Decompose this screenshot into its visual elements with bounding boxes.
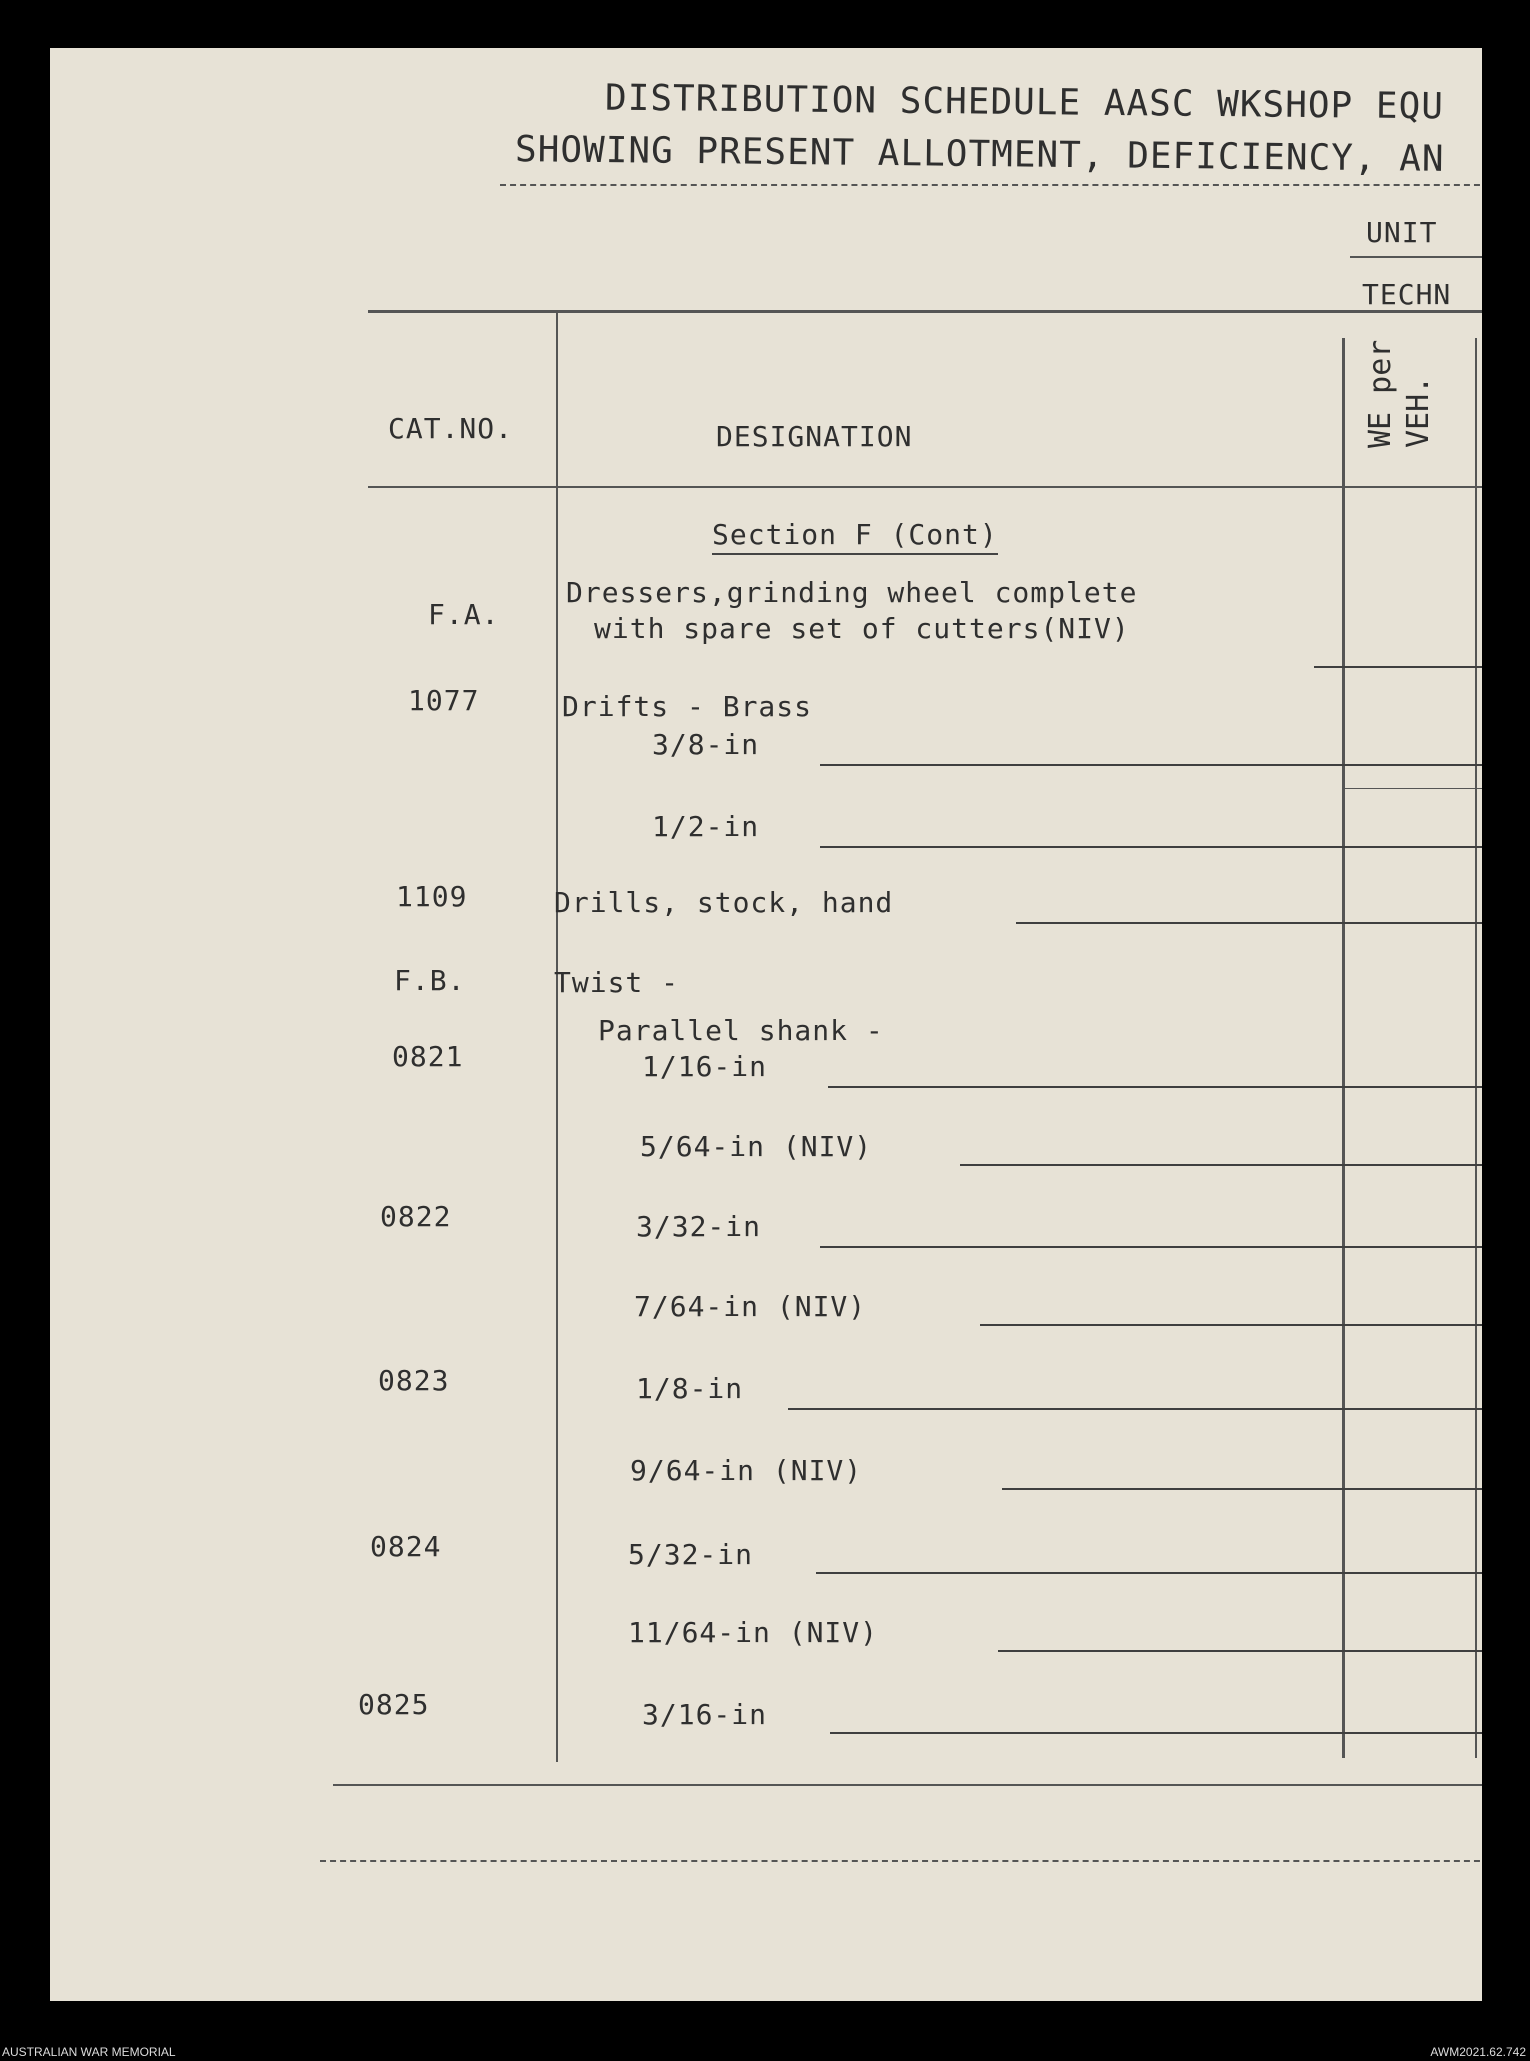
designation-cell: 11/64-in (NIV) <box>628 1616 879 1649</box>
designation-cell: 7/64-in (NIV) <box>634 1290 867 1323</box>
entry-line <box>1314 666 1482 668</box>
cat-no-cell: 0821 <box>392 1040 464 1073</box>
designation-cell: Drills, stock, hand <box>554 886 894 919</box>
we-per-label: WE per <box>1363 339 1398 448</box>
row-rule <box>1344 788 1482 789</box>
cat-no-header: CAT.NO. <box>388 412 514 445</box>
designation-cell: 5/32-in <box>628 1538 754 1571</box>
we-right-divider <box>1475 338 1477 1758</box>
entry-line <box>828 1086 1482 1088</box>
section-title: Section F (Cont) <box>712 518 998 555</box>
designation-cell: Parallel shank - <box>598 1014 884 1047</box>
cat-no-cell: F.A. <box>428 598 500 631</box>
designation-cell: 1/16-in <box>642 1050 768 1083</box>
entry-line <box>1002 1488 1482 1490</box>
unit-rule <box>1350 256 1482 258</box>
designation-header: DESIGNATION <box>716 420 913 453</box>
table-header-rule <box>368 486 1482 488</box>
designation-cell: 9/64-in (NIV) <box>630 1454 863 1487</box>
schedule-subtitle: SHOWING PRESENT ALLOTMENT, DEFICIENCY, AN <box>514 129 1445 180</box>
entry-line <box>820 1246 1482 1248</box>
designation-cell: Twist - <box>554 966 680 999</box>
designation-cell: 5/64-in (NIV) <box>640 1130 873 1163</box>
designation-cell: 3/32-in <box>636 1210 762 1243</box>
designation-cell: 1/8-in <box>636 1372 744 1405</box>
cat-no-cell: 0823 <box>378 1364 450 1397</box>
cat-no-cell: 1109 <box>396 880 468 913</box>
unit-heading: UNIT <box>1366 216 1438 249</box>
schedule-title: DISTRIBUTION SCHEDULE AASC WKSHOP EQU <box>604 77 1445 128</box>
cat-no-cell: 1077 <box>408 684 480 717</box>
table-top-rule <box>368 310 1482 313</box>
designation-cell: Dressers,grinding wheel complete <box>566 576 1138 609</box>
archive-reference: AWM2021.62.742 <box>1430 2045 1526 2059</box>
entry-line <box>998 1650 1482 1652</box>
cat-no-cell: F.B. <box>394 964 466 997</box>
entry-line <box>820 764 1482 766</box>
cat-no-cell: 0824 <box>370 1530 442 1563</box>
entry-line <box>788 1408 1482 1410</box>
designation-cell: 1/2-in <box>652 810 760 843</box>
veh-label: VEH. <box>1401 375 1436 448</box>
cat-no-cell: 0825 <box>358 1688 430 1721</box>
designation-cell: 3/8-in <box>652 728 760 761</box>
entry-line <box>816 1572 1482 1574</box>
table-bottom-rule <box>333 1784 1482 1786</box>
techn-heading: TECHN <box>1362 278 1452 311</box>
subtitle-underline <box>500 184 1482 186</box>
designation-cell: Drifts - Brass <box>562 690 813 723</box>
designation-cell: 3/16-in <box>642 1698 768 1731</box>
cat-designation-divider <box>556 312 558 1762</box>
entry-line <box>1016 922 1482 924</box>
cat-no-cell: 0822 <box>380 1200 452 1233</box>
entry-line <box>830 1732 1482 1734</box>
entry-line <box>960 1164 1482 1166</box>
archive-caption: AUSTRALIAN WAR MEMORIAL <box>2 2045 176 2059</box>
entry-line <box>820 846 1482 848</box>
page-bottom-dashed-rule <box>320 1860 1482 1862</box>
we-per-veh-header <box>1362 340 1438 448</box>
document-page <box>50 48 1482 2001</box>
entry-line <box>980 1324 1482 1326</box>
designation-we-divider <box>1342 338 1345 1758</box>
designation-cell-continued: with spare set of cutters(NIV) <box>594 612 1130 645</box>
